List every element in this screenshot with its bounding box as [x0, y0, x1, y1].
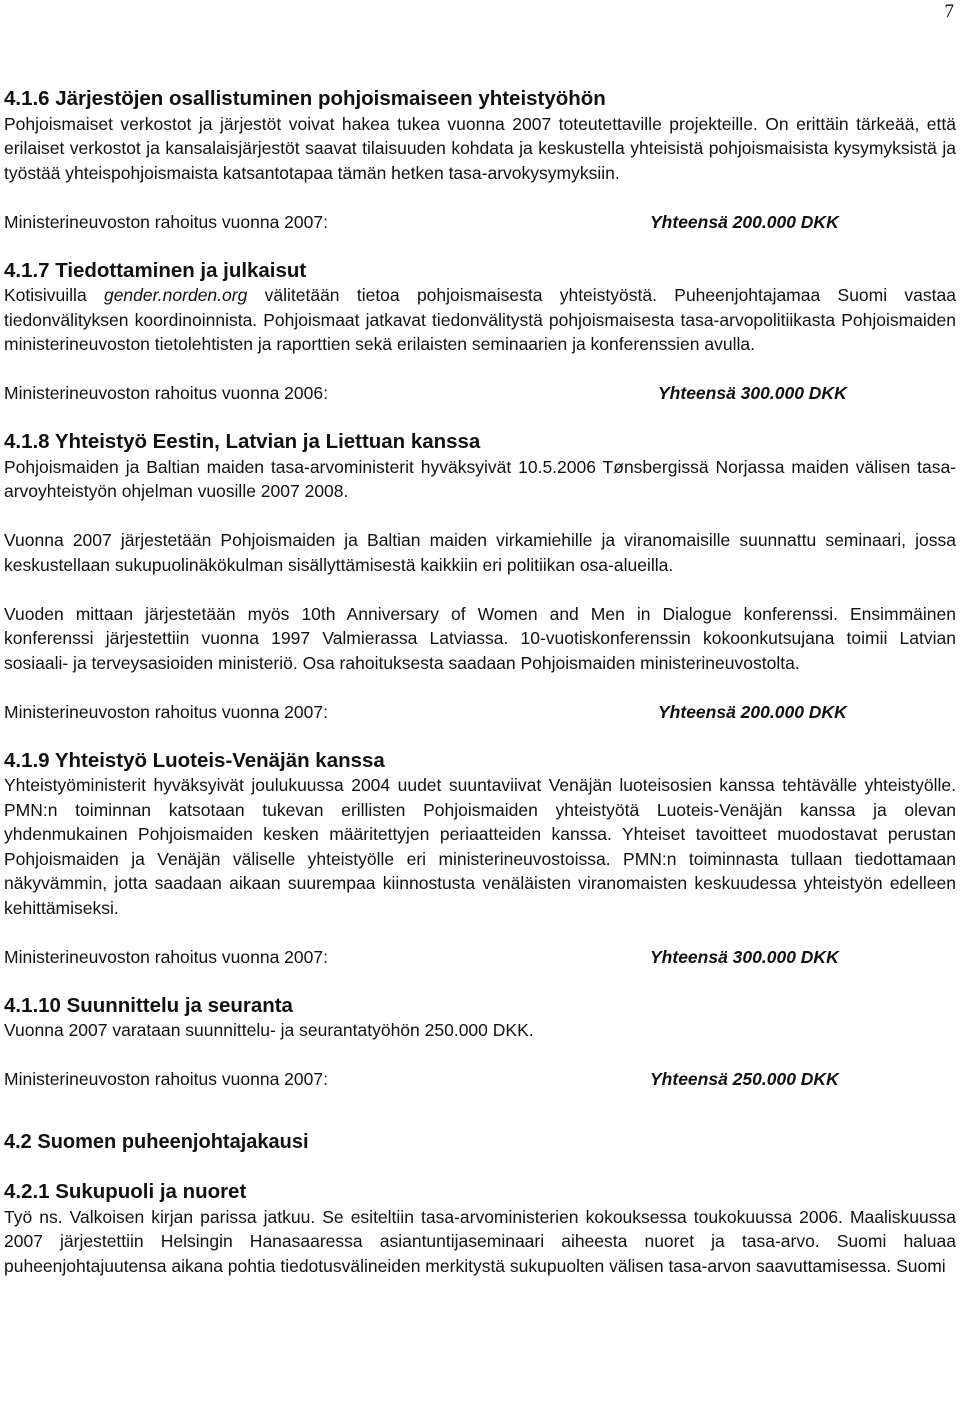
section-body-4-1-8-p1: Pohjoismaiden ja Baltian maiden tasa-arvoministerit hyväksyivät 10.5.2006 Tønsbergissä Norjassa maiden välisen tasa-arvoyhteistyön ohjelman vuosille 2007 2008.	[4, 456, 956, 501]
section-body-4-1-8-p2: Vuonna 2007 järjestetään Pohjoismaiden ja Baltian maiden virkamiehille ja viranomaisille suunnattu seminaari, jossa keskustellaan sukupuolinäkökulman sisällyttämisestä kaikkiin eri politiikan osa-alueilla.	[4, 530, 956, 575]
funding-label: Ministerineuvoston rahoitus vuonna 2007:	[4, 1069, 328, 1089]
section-body-4-1-9: Yhteistyöministerit hyväksyivät joulukuussa 2004 uudet suuntaviivat Venäjän luoteisosien kanssa tehtävälle yhteistyölle. PMN:n toiminnan katsotaan tukevan erillisten Pohjoismaiden yhteistyötä Luoteis-Venäjän kanssa ja olevan yhdenmukainen Pohjoismaiden kesken määritettyjen periaatteiden kanssa. Yhteiset tavoitteet muodostavat perustan Pohjoismaiden ja Venäjän väliselle yhteistyölle eri ministerineuvostoissa. PMN:n toiminnasta tullaan tiedottamaan näkyvämmin, jotta saadaan aikaan suurempaa kiinnostusta venäläisten viranomaisten keskuudessa yhteistyön edelleen kehittämiseksi.	[4, 775, 956, 918]
section-body-4-1-10: Vuonna 2007 varataan suunnittelu- ja seurantatyöhön 250.000 DKK.	[4, 1020, 534, 1040]
section-heading-4-1-9: 4.1.9 Yhteistyö Luoteis-Venäjän kanssa	[4, 748, 385, 772]
page-number: 7	[944, 1, 954, 22]
section-body-4-1-7	[4, 283, 956, 357]
funding-label: Ministerineuvoston rahoitus vuonna 2007:	[4, 946, 328, 967]
funding-line-4-1-10	[4, 1067, 956, 1092]
funding-label: Ministerineuvoston rahoitus vuonna 2006:	[4, 383, 328, 403]
document-body	[4, 87, 956, 1278]
funding-line-4-1-6	[4, 210, 956, 235]
funding-line-4-1-8	[4, 700, 956, 725]
funding-label: Ministerineuvoston rahoitus vuonna 2007:	[4, 701, 328, 722]
funding-total: Yhteensä 200.000 DKK	[650, 211, 839, 232]
funding-total: Yhteensä 300.000 DKK	[650, 946, 839, 967]
website-link[interactable]: gender.norden.org	[103, 285, 248, 305]
section-heading-4-1-8: 4.1.8 Yhteistyö Eestin, Latvian ja Liettuan kanssa	[4, 430, 481, 453]
funding-total: Yhteensä 250.000 DKK	[650, 1069, 839, 1089]
section-heading-4-2-1: 4.2.1 Sukupuoli ja nuoret	[4, 1180, 247, 1203]
section-heading-4-1-6: 4.1.6 Järjestöjen osallistuminen pohjoismaiseen yhteistyöhön	[4, 87, 606, 110]
funding-total: Yhteensä 200.000 DKK	[658, 701, 847, 722]
section-body-4-2-1: Työ ns. Valkoisen kirjan parissa jatkuu. Se esiteltiin tasa-arvoministerien kokouksessa toukokuussa 2006. Maaliskuussa 2007 järjestettiin Helsingin Hanasaaressa asiantuntijaseminaari aiheesta nuoret ja tasa-arvo. Suomi haluaa puheenjohtajuutensa aikana pohtia tiedotusvälineiden merkitystä sukupuolten välisen tasa-arvon saavuttamisessa. Suomi	[4, 1206, 956, 1276]
body-text-pre: Kotisivuilla	[4, 285, 104, 305]
section-heading-4-1-10: 4.1.10 Suunnittelu ja seuranta	[4, 993, 293, 1017]
funding-label: Ministerineuvoston rahoitus vuonna 2007:	[4, 211, 328, 232]
funding-line-4-1-7	[4, 381, 956, 406]
funding-total: Yhteensä 300.000 DKK	[658, 383, 847, 403]
section-body-4-1-6: Pohjoismaiset verkostot ja järjestöt voivat hakea tukea vuonna 2007 toteutettaville projekteille. On erittäin tärkeää, että erilaiset verkostot ja kansalaisjärjestöt saavat tilaisuuden kohdata ja keskustella yhteisistä pohjoismaisista kysymyksistä ja työstää yhteispohjoismaista katsantotapaa tämän hetken tasa-arvokysymyksiin.	[4, 113, 956, 183]
section-heading-4-1-7: 4.1.7 Tiedottaminen ja julkaisut	[4, 258, 307, 282]
funding-line-4-1-9	[4, 945, 956, 970]
section-heading-4-2: 4.2 Suomen puheenjohtajakausi	[4, 1130, 309, 1153]
section-body-4-1-8-p3: Vuoden mittaan järjestetään myös 10th Anniversary of Women and Men in Dialogue konferenssi. Ensimmäinen konferenssi järjestettiin vuonna 1997 Valmierassa Latviassa. 10-vuotiskonferenssin kokoonkutsujana toimii Latvian sosiaali- ja terveysasioiden ministeriö. Osa rahoituksesta saadaan Pohjoismaiden ministerineuvostolta.	[4, 603, 956, 673]
body-text-post: välitetään tietoa pohjoismaisesta yhteistyöstä. Puheenjohtajamaa Suomi vastaa tiedonvälityksen koordinoinnista. Pohjoismaat jatkavat tiedonvälitystä pohjoismaisesta tasa-arvopolitiikasta Pohjoismaiden ministerineuvoston tietolehtisten ja raporttien sekä erilaisten seminaarien ja konferenssien avulla.	[4, 285, 956, 354]
